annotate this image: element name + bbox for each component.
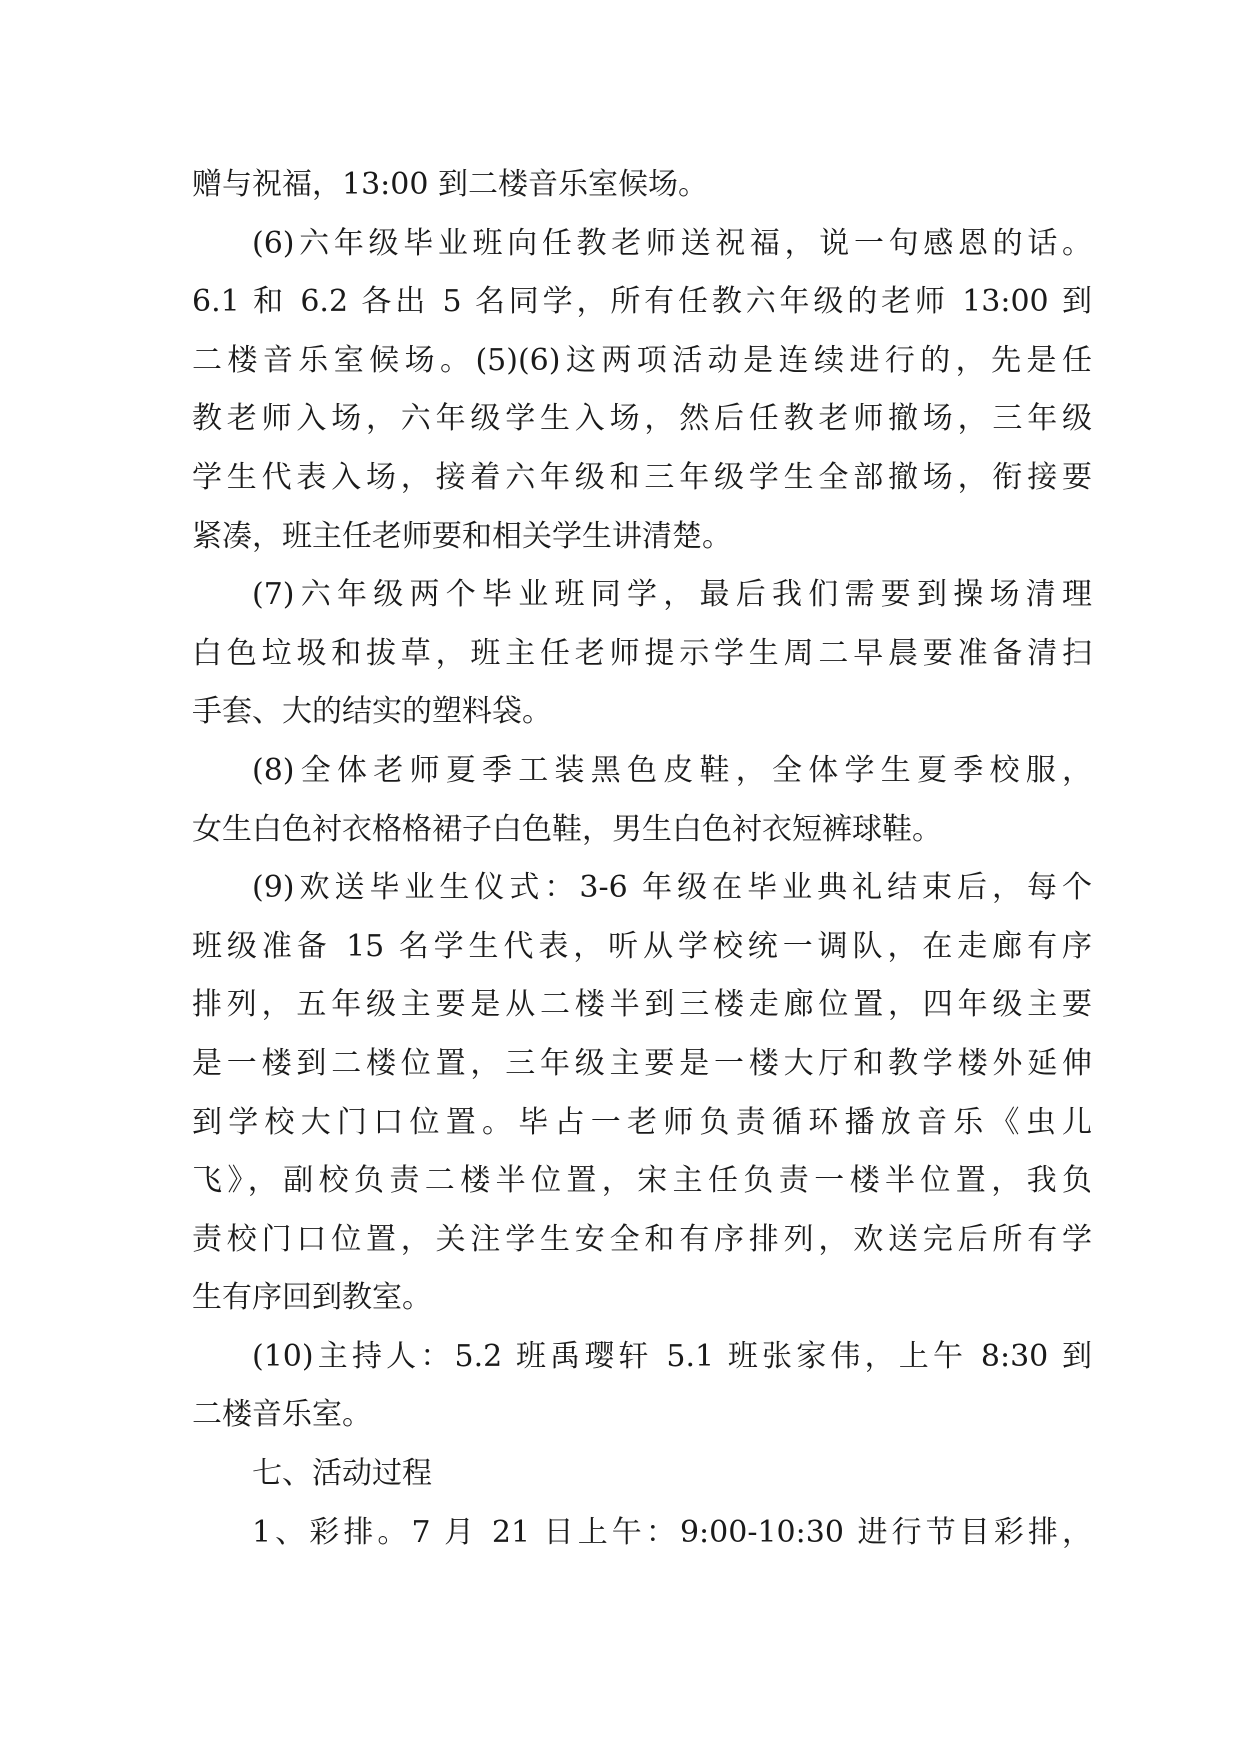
text-line: 6.1 和 6.2 各出 5 名同学，所有任教六年级的老师 13:00 到	[192, 284, 1092, 320]
text-line: 教老师入场，六年级学生入场，然后任教老师撤场，三年级	[192, 401, 1092, 437]
text-line: 是一楼到二楼位置，三年级主要是一楼大厅和教学楼外延伸	[192, 1045, 1092, 1081]
text-line: 白色垃圾和拔草，班主任老师提示学生周二早晨要准备清扫	[192, 635, 1092, 671]
text-line: 女生白色衬衣格格裙子白色鞋，男生白色衬衣短裤球鞋。	[192, 811, 942, 847]
text-line: 排列，五年级主要是从二楼半到三楼走廊位置，四年级主要	[192, 987, 1092, 1023]
text-line: 1、彩排。7 月 21 日上午：9:00-10:30 进行节目彩排，	[252, 1514, 1092, 1550]
text-line: (9)欢送毕业生仪式：3-6 年级在毕业典礼结束后，每个	[252, 870, 1092, 906]
text-line: 到学校大门口位置。毕占一老师负责循环播放音乐《虫儿	[192, 1104, 1092, 1140]
text-line: 二楼音乐室候场。(5)(6)这两项活动是连续进行的，先是任	[192, 342, 1092, 378]
text-line: 飞》，副校负责二楼半位置，宋主任负责一楼半位置，我负	[192, 1163, 1092, 1199]
text-line: 紧凑，班主任老师要和相关学生讲清楚。	[192, 518, 732, 554]
text-line: 班级准备 15 名学生代表，听从学校统一调队，在走廊有序	[192, 928, 1092, 964]
text-line: 责校门口位置，关注学生安全和有序排列，欢送完后所有学	[192, 1221, 1092, 1257]
text-line: (7)六年级两个毕业班同学，最后我们需要到操场清理	[252, 577, 1092, 613]
text-line: 生有序回到教室。	[192, 1280, 432, 1316]
text-line: (8)全体老师夏季工装黑色皮鞋，全体学生夏季校服，	[252, 752, 1092, 788]
text-line: 学生代表入场，接着六年级和三年级学生全部撤场，衔接要	[192, 459, 1092, 495]
document-body	[192, 156, 1092, 1562]
text-line: 二楼音乐室。	[192, 1397, 372, 1433]
text-line: 七、活动过程	[252, 1456, 432, 1492]
text-line: (10)主持人：5.2 班禹璎轩 5.1 班张家伟，上午 8:30 到	[252, 1338, 1092, 1374]
text-line: (6)六年级毕业班向任教老师送祝福，说一句感恩的话。	[252, 225, 1092, 261]
text-line: 手套、大的结实的塑料袋。	[192, 694, 552, 730]
text-line: 赠与祝福，13:00 到二楼音乐室候场。	[192, 167, 708, 202]
